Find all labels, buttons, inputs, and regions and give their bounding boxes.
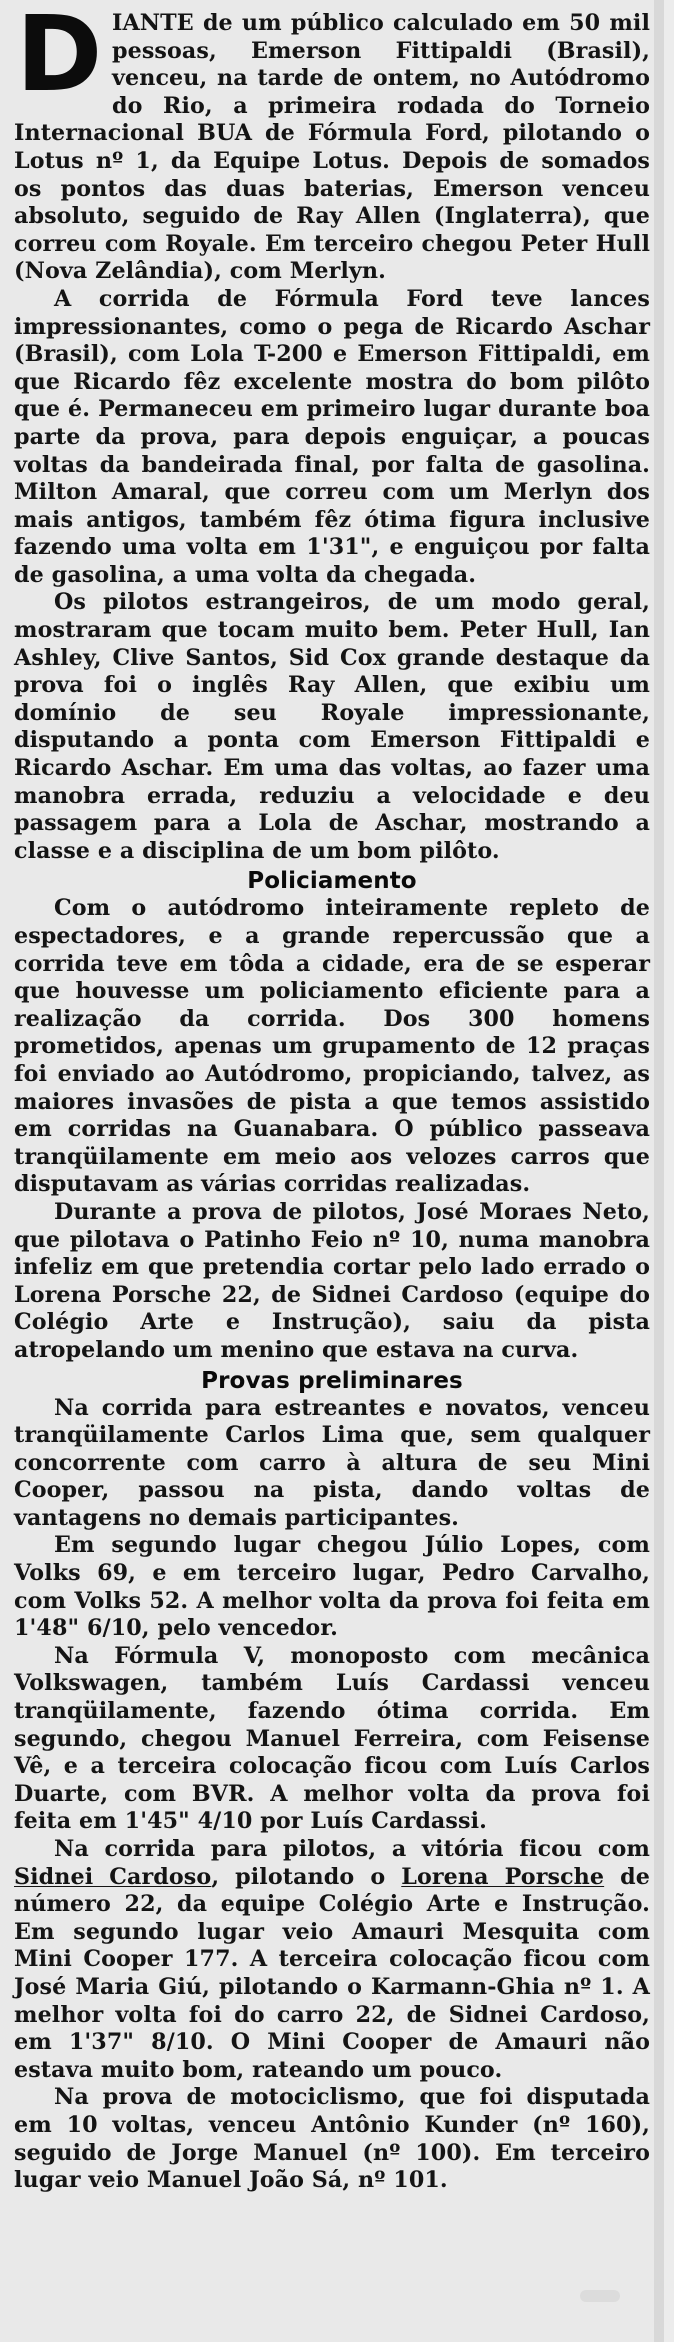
- paragraph-formula-v: Na Fórmula V, monoposto com mecânica Volkswagen, também Luís Cardassi venceu tranqüilamente, fazendo ótima corrida. Em segundo, chegou Manuel Ferreira, com Feisense Vê, e a terceira colocação ficou com Luís Carlos Duarte, com BVR. A melhor volta da prova foi feita em 1'45" 4/10 por Luís Cardassi.: [14, 1642, 650, 1835]
- drivers-race-text-a: Na corrida para pilotos, a vitória ficou com: [54, 1836, 650, 1862]
- drivers-race-text-c: de número 22, da equipe Colégio Arte e Instrução. Em segundo lugar veio Amauri Mesquita com Mini Cooper 177. A terceira colocação ficou com José Maria Giú, pilotando o Karmann-Ghia nº 1. A melhor volta foi do carro 22, de Sidnei Cardoso, em 1'37" 8/10. O Mini Cooper de Amauri não estava muito bom, rateando um pouco.: [14, 1863, 650, 2083]
- paragraph-policing: Com o autódromo inteiramente repleto de espectadores, e a grande repercussão que a corrida teve em tôda a cidade, era de se esperar que houvesse um policiamento eficiente para a realização da corrida. Dos 300 homens prometidos, apenas um grupamento de 12 praças foi enviado ao Autódromo, propiciando, talvez, as maiores invasões de pista a que temos assistido em corridas na Guanabara. O público passeava tranqüilamente em meio aos velozes carros que disputavam as várias corridas realizadas.: [14, 895, 650, 1198]
- drop-cap: D: [16, 0, 103, 115]
- paragraph-foreign-drivers: Os pilotos estrangeiros, de um modo geral, mostraram que tocam muito bem. Peter Hull, Ian Ashley, Clive Santos, Sid Cox grande destaque da prova foi o inglês Ray Allen, que exibiu um domínio de seu Royale impressionante, disputando a ponta com Emerson Fittipaldi e Ricardo Aschar. Em uma das voltas, ao fazer uma manobra errada, reduziu a velocidade e deu passagem para a Lola de Aschar, mostrando a classe e a disciplina de um bom pilôto.: [14, 589, 650, 864]
- ink-smudge: [580, 2290, 620, 2302]
- paragraph-second-place: Em segundo lugar chegou Júlio Lopes, com Volks 69, e em terceiro lugar, Pedro Carvalho, com Volks 52. A melhor volta da prova foi feita em 1'48" 6/10, pelo vencedor.: [14, 1532, 650, 1642]
- underlined-lorena-porsche: Lorena Porsche: [401, 1863, 605, 1890]
- paragraph-novice-race: Na corrida para estreantes e novatos, venceu tranqüilamente Carlos Lima que, sem qualquer concorrente com carro à altura de seu Mini Cooper, passou na pista, dando voltas de vantagens no demais participantes.: [14, 1394, 650, 1531]
- subhead-provas-preliminares: Provas preliminares: [201, 1367, 463, 1394]
- paragraph-race-highlights: A corrida de Fórmula Ford teve lances impressionantes, como o pega de Ricardo Aschar (Brasil), com Lola T-200 e Emerson Fittipaldi, em que Ricardo fêz excelente mostra do bom pilôto que é. Permaneceu em primeiro lugar durante boa parte da prova, para depois enguiçar, a poucas voltas da bandeirada final, por falta de gasolina. Milton Amaral, que correu com um Merlyn dos mais antigos, também fêz ótima figura inclusive fazendo uma volta em 1'31", e enguiçou por falta de gasolina, a uma volta da chegada.: [14, 285, 650, 588]
- subhead-policiamento: Policiamento: [247, 868, 417, 895]
- paragraph-accident: Durante a prova de pilotos, José Moraes Neto, que pilotava o Patinho Feio nº 10, numa manobra infeliz em que pretendia cortar pelo lado errado o Lorena Porsche 22, de Sidnei Cardoso (equipe do Colégio Arte e Instrução), saiu da pista atropelando um menino que estava na curva.: [14, 1198, 650, 1363]
- lead-text: IANTE de um público calculado em 50 mil pessoas, Emerson Fittipaldi (Brasil), venceu, na tarde de ontem, no Autódromo do Rio, a primeira rodada do Torneio Internacional BUA de Fórmula Ford, pilotando o Lotus nº 1, da Equipe Lotus. Depois de somados os pontos das duas baterias, Emerson venceu absoluto, seguido de Ray Allen (Inglaterra), que correu com Royale. Em terceiro chegou Peter Hull (Nova Zelândia), com Merlyn.: [14, 10, 650, 285]
- drivers-race-text-b: , pilotando o: [211, 1863, 402, 1890]
- article-column: [14, 0, 650, 2195]
- paragraph-drivers-race: [14, 1836, 650, 2084]
- underlined-sidnei-cardoso: Sidnei Cardoso: [14, 1863, 212, 1890]
- lead-paragraph: [14, 0, 650, 286]
- paragraph-motorcycle-race: Na prova de motociclismo, que foi disputada em 10 voltas, venceu Antônio Kunder (nº 160), seguido de Jorge Manuel (nº 100). Em terceiro lugar veio Manuel João Sá, nº 101.: [14, 2084, 650, 2194]
